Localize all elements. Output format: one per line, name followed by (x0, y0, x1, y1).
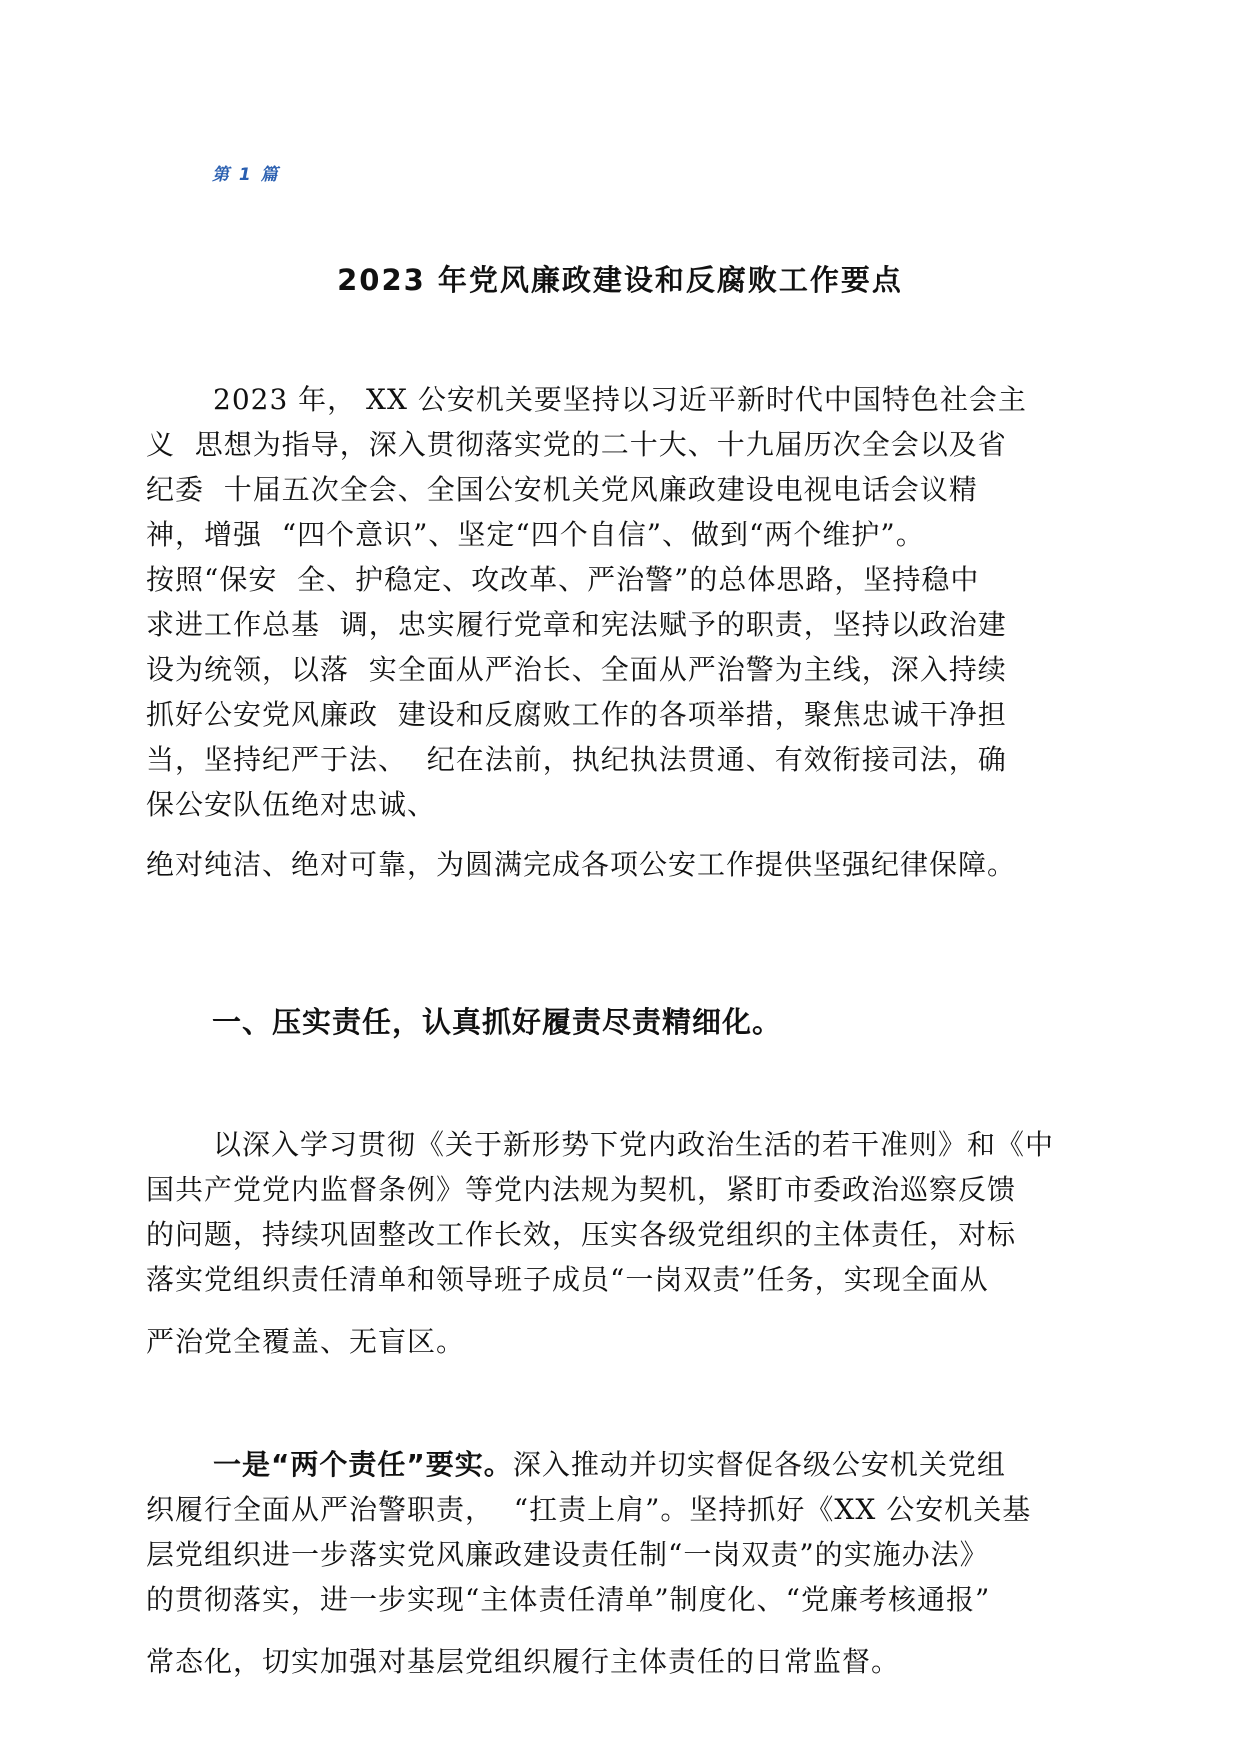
intro-line-3: 纪委 十届五次全会、全国公安机关党风廉政建设电视电话会议精 (146, 473, 978, 506)
document-title: 2023 年党风廉政建设和反腐败工作要点 (337, 263, 903, 297)
intro-line-1: 2023 年， XX 公安机关要坚持以习近平新时代中国特色社会主 (213, 383, 1027, 416)
intro-line-5: 按照“保安 全、护稳定、攻改革、严治警”的总体思路，坚持稳中 (146, 563, 980, 596)
point-1-line-last: 常态化，切实加强对基层党组织履行主体责任的日常监督。 (146, 1645, 901, 1678)
intro-line-2: 义 思想为指导，深入贯彻落实党的二十大、十九届历次全会以及省 (146, 428, 1007, 461)
intro-line-8: 抓好公安党风廉政 建设和反腐败工作的各项举措，聚焦忠诚干净担 (146, 698, 1007, 731)
section-1-line-4: 落实党组织责任清单和领导班子成员“一岗双责”任务，实现全面从 (146, 1263, 989, 1296)
point-1-lead: 一是“两个责任”要实。 (213, 1448, 513, 1481)
section-1-line-2: 国共产党党内监督条例》等党内法规为契机，紧盯市委政治巡察反馈 (146, 1173, 1017, 1206)
article-number-tag: 第 1 篇 (212, 165, 280, 185)
section-1-heading: 一、压实责任，认真抓好履责尽责精细化。 (212, 1005, 783, 1039)
intro-line-4: 神，增强 “四个意识”、坚定“四个自信”、做到“两个维护”。 (146, 518, 925, 551)
point-1-line-4: 的贯彻落实，进一步实现“主体责任清单”制度化、“党廉考核通报” (146, 1583, 991, 1616)
intro-line-last: 绝对纯洁、绝对可靠，为圆满完成各项公安工作提供坚强纪律保障。 (146, 848, 1017, 881)
section-1-line-1: 以深入学习贯彻《关于新形势下党内政治生活的若干准则》和《中 (213, 1128, 1055, 1161)
section-1-line-3: 的问题，持续巩固整改工作长效，压实各级党组织的主体责任，对标 (146, 1218, 1017, 1251)
intro-line-9: 当，坚持纪严于法、 纪在法前，执纪执法贯通、有效衔接司法，确 (146, 743, 1007, 776)
intro-line-10: 保公安队伍绝对忠诚、 (146, 788, 437, 821)
intro-line-6: 求进工作总基 调，忠实履行党章和宪法赋予的职责，坚持以政治建 (146, 608, 1007, 641)
point-1-line-1-rest: 深入推动并切实督促各级公安机关党组 (512, 1448, 1006, 1481)
intro-line-7: 设为统领，以落 实全面从严治长、全面从严治警为主线，深入持续 (146, 653, 1007, 686)
point-1-line-2: 织履行全面从严治警职责， “扛责上肩”。坚持抓好《XX 公安机关基 (146, 1493, 1032, 1526)
point-1-line-3: 层党组织进一步落实党风廉政建设责任制“一岗双责”的实施办法》 (146, 1538, 989, 1571)
section-1-line-last: 严治党全覆盖、无盲区。 (146, 1325, 466, 1358)
point-1-line-1 (213, 1445, 1006, 1485)
